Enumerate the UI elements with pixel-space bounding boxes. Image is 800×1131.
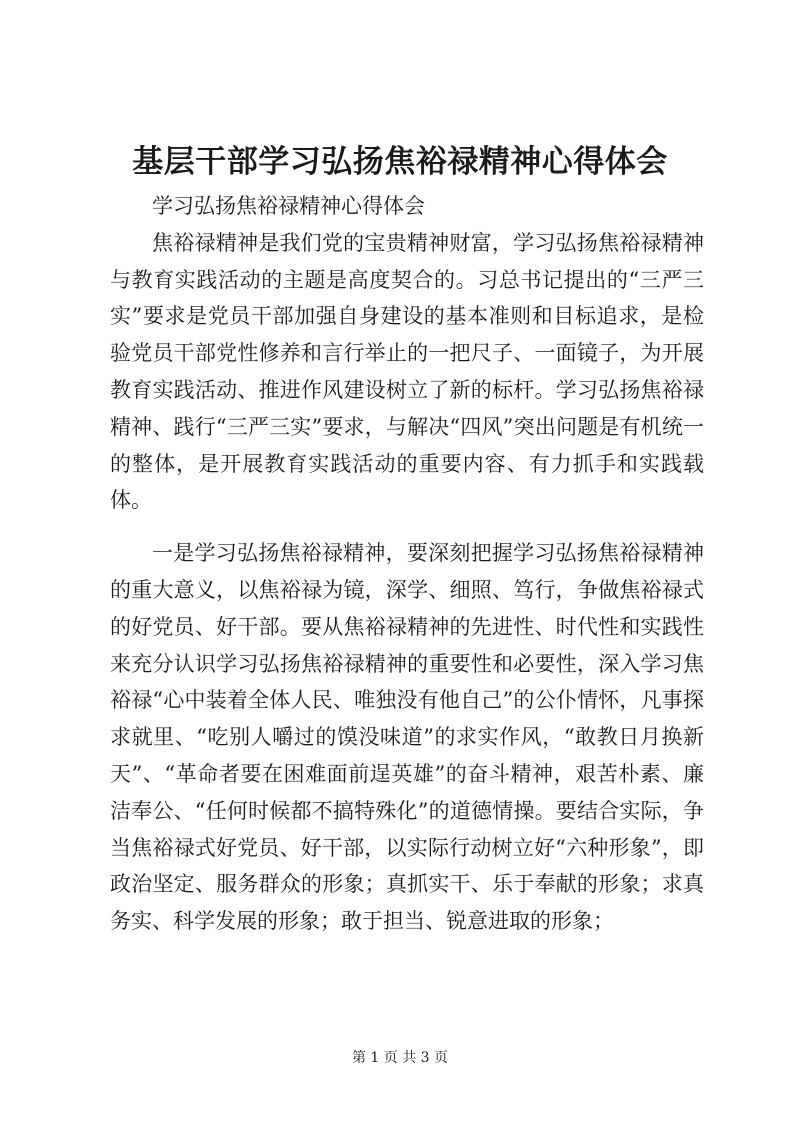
document-body [110,188,704,940]
page-footer: 第 1 页 共 3 页 [351,1050,449,1066]
document-subtitle: 学习弘扬焦裕禄精神心得体会 [152,194,425,218]
paragraph-1: 焦裕禄精神是我们党的宝贵精神财富，学习弘扬焦裕禄精神与教育实践活动的主题是高度契合的。习总书记提出的“三严三实”要求是党员干部加强自身建设的基本准则和目标追求，是检验党员干部党性修养和言行举止的一把尺子、一面镜子，为开展教育实践活动、推进作风建设树立了新的标杆。学习弘扬焦裕禄精神、践行“三严三实”要求，与解决“四风”突出问题是有机统一的整体，是开展教育实践活动的重要内容、有力抓手和实践载体。 [110,230,704,513]
document-title: 基层干部学习弘扬焦裕禄精神心得体会 [132,144,668,180]
paragraph-2: 一是学习弘扬焦裕禄精神，要深刻把握学习弘扬焦裕禄精神的重大意义，以焦裕禄为镜，深学、细照、笃行，争做焦裕禄式的好党员、好干部。要从焦裕禄精神的先进性、时代性和实践性来充分认识学习弘扬焦裕禄精神的重要性和必要性，深入学习焦裕禄“心中装着全体人民、唯独没有他自己”的公仆情怀，凡事探求就里、“吃别人嚼过的馍没味道”的求实作风，“敢教日月换新天”、“革命者要在困难面前逞英雄”的奋斗精神，艰苦朴素、廉洁奉公、“任何时候都不搞特殊化”的道德情操。要结合实际，争当焦裕禄式好党员、好干部，以实际行动树立好“六种形象”，即政治坚定、服务群众的形象；真抓实干、乐于奉献的形象；求真务实、科学发展的形象；敢于担当、锐意进取的形象； [110,541,704,934]
